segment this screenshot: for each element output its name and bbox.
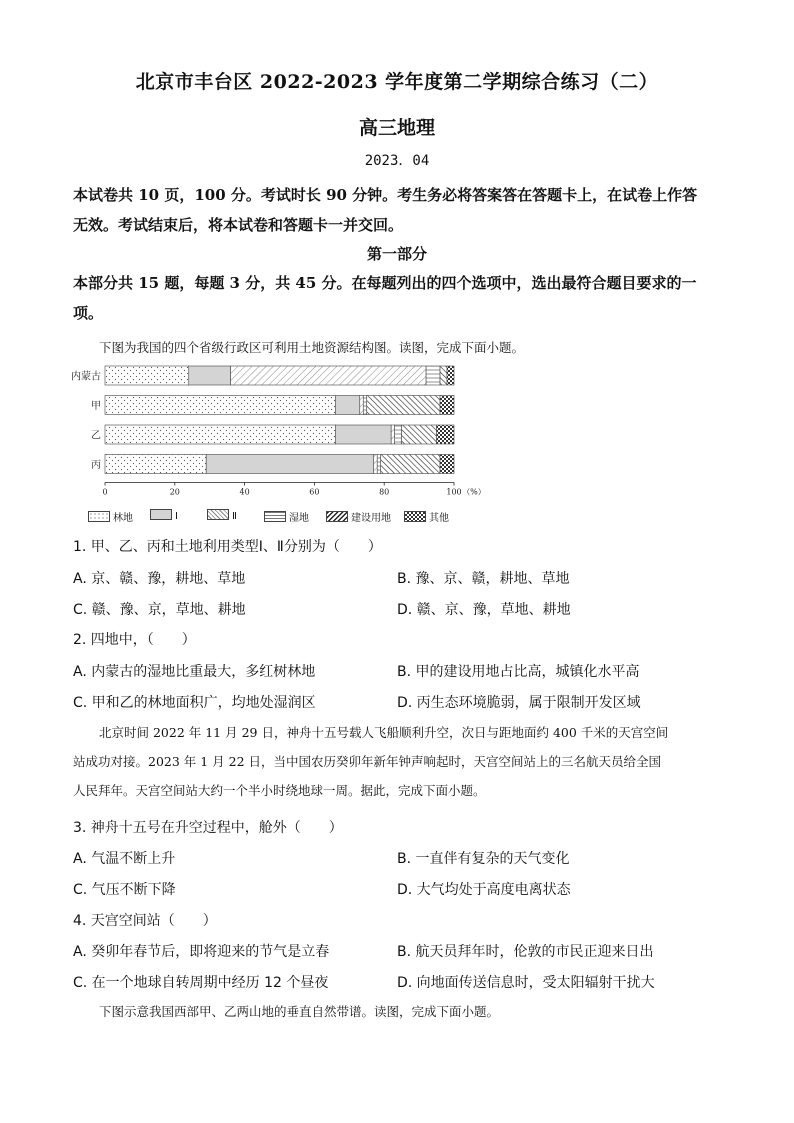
legend-label: 林地 [113, 513, 133, 524]
intro-line: 项。 [73, 304, 104, 322]
bar-segment-other [437, 425, 454, 444]
option-1c[interactable]: C. 赣、豫、京，草地、耕地 [73, 602, 246, 618]
intro-line: 本部分共 15 题，每题 3 分，共 45 分。在每题列出的四个选项中，选出最符合题目要求的一 [73, 274, 697, 292]
bar-segment-forest [105, 425, 335, 444]
part-title: 第一部分 [366, 245, 427, 263]
category-label: 丙 [91, 460, 101, 471]
bar-segment-forest [105, 366, 189, 385]
bar-segment-type-two [374, 455, 377, 474]
x-tick-label: 40 [239, 487, 250, 497]
option-4c[interactable]: C. 在一个地球自转周期中经历 12 个昼夜 [73, 975, 329, 991]
legend-swatch [207, 509, 229, 520]
legend-swatch [150, 509, 172, 520]
legend-label: 湿地 [289, 513, 309, 524]
legend-label: 建设用地 [351, 513, 391, 524]
bar-segment-wetland [426, 366, 440, 385]
notice-line: 无效。考试结束后，将本试卷和答题卡一并交回。 [73, 216, 404, 234]
legend-label: Ⅱ [232, 511, 237, 522]
bar-segment-type-two [231, 366, 426, 385]
option-2b[interactable]: B. 甲的建设用地占比高，城镇化水平高 [397, 664, 640, 680]
stem-line: 人民拜年。天宫空间站大约一个半小时绕地球一周。据此，完成下面小题。 [73, 783, 486, 798]
legend-swatch [264, 511, 286, 522]
option-4b[interactable]: B. 航天员拜年时，伦敦的市民正迎来日出 [397, 944, 654, 960]
notice-line: 本试卷共 10 页，100 分。考试时长 90 分钟。考生务必将答案答在答题卡上，在试卷上作答 [73, 186, 698, 204]
option-4d[interactable]: D. 向地面传送信息时，受太阳辐射干扰大 [397, 975, 655, 991]
bar-segment-other [440, 455, 454, 474]
group1-stem: 下图为我国的四个省级行政区可利用土地资源结构图。读图，完成下面小题。 [99, 340, 525, 355]
bar-segment-type-two [360, 396, 363, 415]
bar-segment-construction [381, 455, 440, 474]
option-2c[interactable]: C. 甲和乙的林地面积广，均地处湿润区 [73, 695, 316, 711]
bar-segment-type-one [335, 396, 359, 415]
legend-item-forest [88, 509, 133, 524]
bar-segment-other [447, 366, 454, 385]
legend-item-type-one [150, 509, 178, 522]
category-label: 乙 [91, 430, 101, 442]
stem-line: 北京时间 2022 年 11 月 29 日，神舟十五号载人飞船顺利升空，次日与距地面约 400 千米的天宫空间 [99, 725, 669, 740]
option-4a[interactable]: A. 癸卯年春节后，即将迎来的节气是立春 [73, 944, 330, 960]
bar-segment-type-two [391, 425, 394, 444]
question-1: 1. 甲、乙、丙和土地利用类型Ⅰ、Ⅱ分别为（ ） [73, 539, 382, 555]
x-tick-label: 80 [379, 487, 390, 497]
x-tick-label: 60 [309, 487, 320, 497]
exam-title: 北京市丰台区 2022-2023 学年度第二学期综合练习（二） [135, 71, 659, 93]
exam-date: 2023．04 [364, 153, 430, 169]
chart-legend [88, 509, 488, 525]
option-3a[interactable]: A. 气温不断上升 [73, 851, 176, 867]
legend-swatch [88, 511, 110, 522]
x-tick-label: 100 [446, 487, 462, 497]
bar-segment-type-one [206, 455, 374, 474]
legend-item-other [404, 509, 449, 524]
option-1d[interactable]: D. 赣、京、豫，草地、耕地 [397, 602, 571, 618]
question-2: 2. 四地中，（ ） [73, 632, 196, 648]
bar-segment-forest [105, 396, 335, 415]
exam-notice [73, 180, 723, 240]
x-tick-label: 20 [169, 487, 180, 497]
group2-stem [73, 718, 733, 805]
option-1b[interactable]: B. 豫、京、赣，耕地、草地 [397, 571, 570, 587]
question-3: 3. 神舟十五号在升空过程中，舱外（ ） [73, 820, 343, 836]
legend-item-type-two [207, 509, 237, 522]
bar-segment-other [440, 396, 454, 415]
option-3d[interactable]: D. 大气均处于高度电离状态 [397, 882, 571, 898]
legend-label: Ⅰ [175, 511, 178, 522]
legend-swatch [326, 511, 348, 522]
land-structure-chart [60, 360, 500, 530]
bar-segment-type-one [189, 366, 231, 385]
option-1a[interactable]: A. 京、赣、豫，耕地、草地 [73, 571, 246, 587]
option-2d[interactable]: D. 丙生态环境脆弱，属于限制开发区域 [397, 695, 641, 711]
stem-line: 站成功对接。2023 年 1 月 22 日，当中国农历癸卯年新年钟声响起时，天宫空间站上的三名航天员给全国 [73, 754, 662, 769]
bar-segment-construction [367, 396, 440, 415]
part-intro [73, 268, 723, 328]
legend-label: 其他 [429, 513, 449, 524]
legend-item-construction [326, 509, 391, 524]
bar-segment-construction [402, 425, 437, 444]
option-3b[interactable]: B. 一直伴有复杂的天气变化 [397, 851, 570, 867]
bar-segment-wetland [377, 455, 380, 474]
bar-segment-construction [440, 366, 447, 385]
option-2a[interactable]: A. 内蒙古的湿地比重最大，多红树林地 [73, 664, 316, 680]
question-4: 4. 天宫空间站（ ） [73, 913, 217, 929]
category-label: 甲 [91, 401, 101, 412]
group3-stem: 下图示意我国西部甲、乙两山地的垂直自然带谱。读图，完成下面小题。 [99, 1004, 500, 1019]
bar-segment-wetland [363, 396, 366, 415]
bar-segment-forest [105, 455, 206, 474]
legend-swatch [404, 511, 426, 522]
option-3c[interactable]: C. 气压不断下降 [73, 882, 176, 898]
x-tick-label: 0 [102, 487, 108, 497]
bar-segment-type-one [335, 425, 391, 444]
exam-subject: 高三地理 [358, 117, 435, 139]
x-unit-label: （%） [462, 487, 486, 497]
legend-item-wetland [264, 509, 309, 524]
bar-segment-wetland [395, 425, 402, 444]
category-label: 内蒙古 [71, 371, 101, 383]
